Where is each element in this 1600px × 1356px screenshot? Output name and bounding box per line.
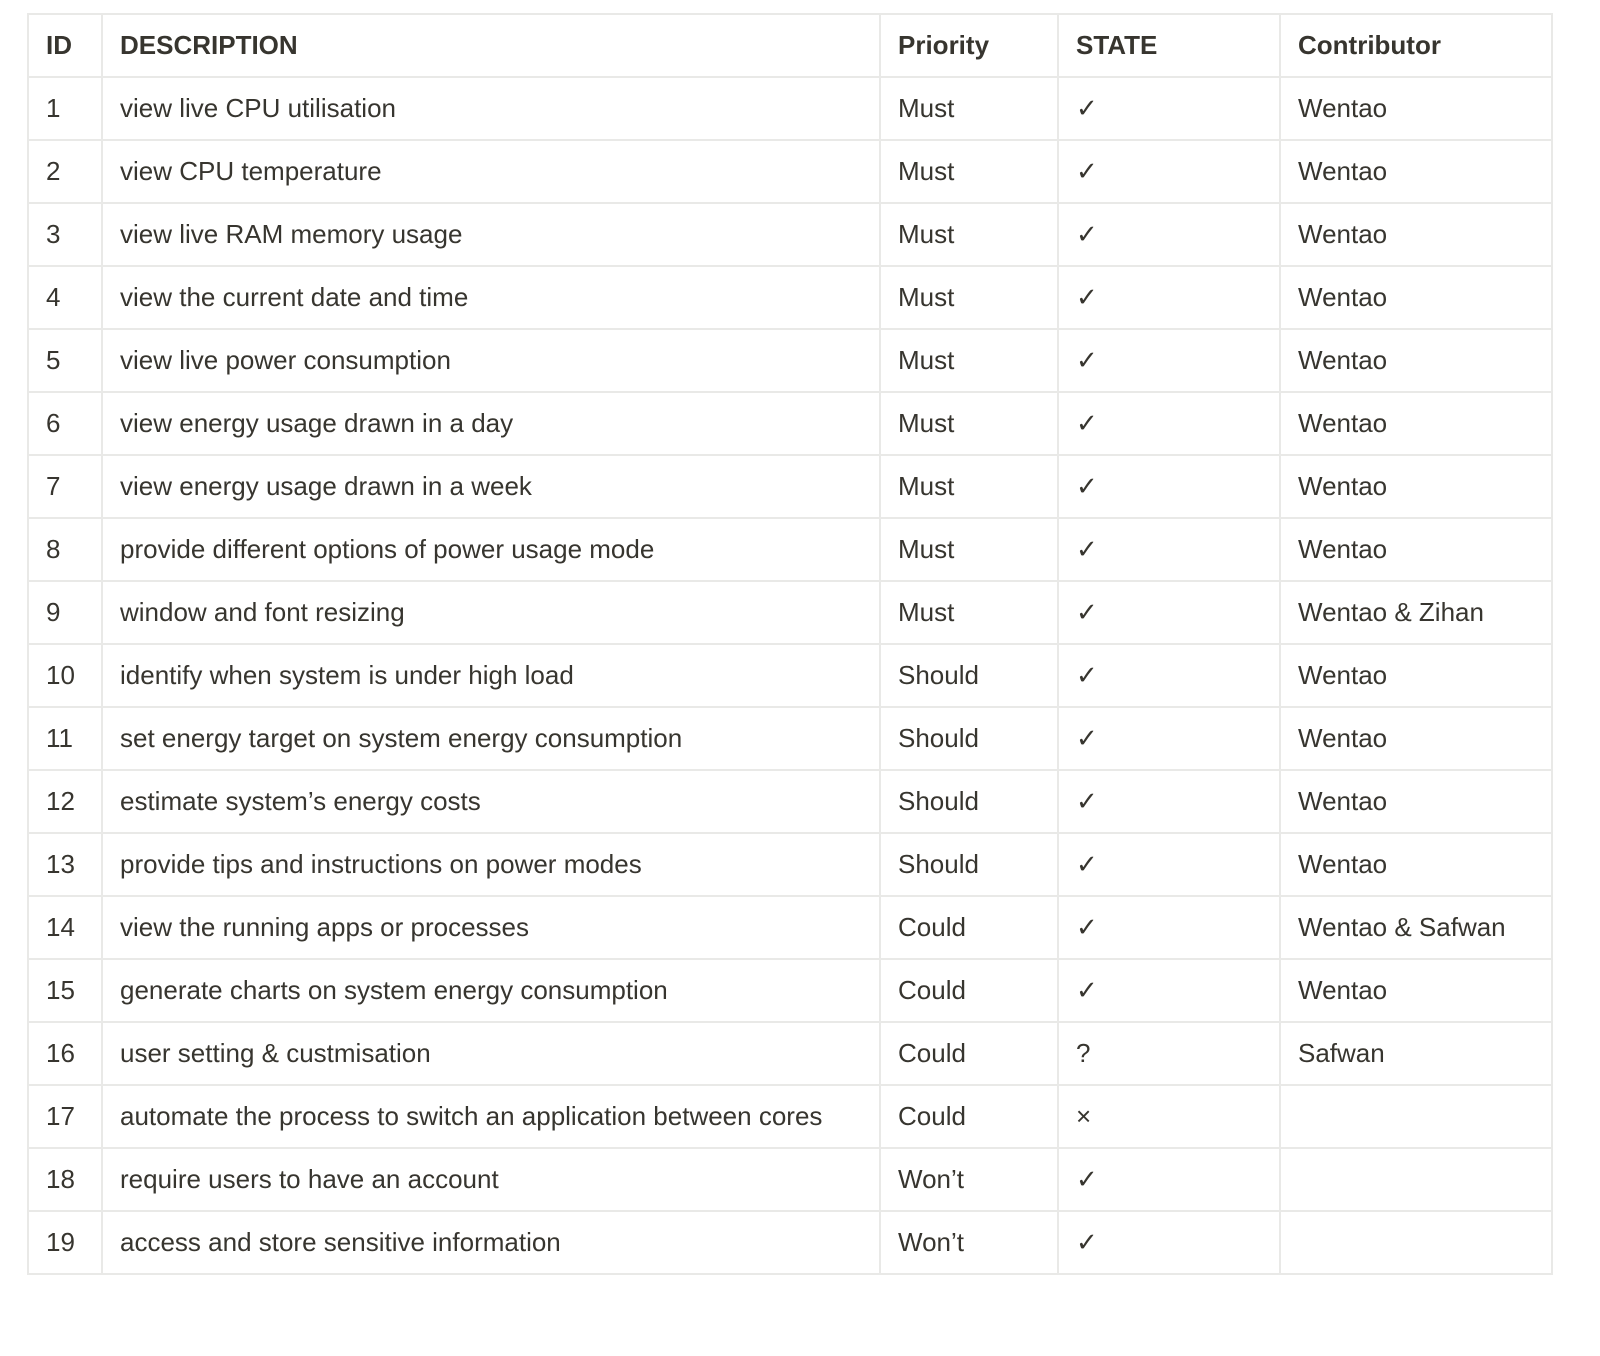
cell-contributor: Wentao (1280, 644, 1552, 707)
cell-description: access and store sensitive information (102, 1211, 880, 1274)
cell-description: generate charts on system energy consumption (102, 959, 880, 1022)
table-row (28, 1211, 1552, 1274)
cell-contributor: Wentao (1280, 140, 1552, 203)
table-row (28, 833, 1552, 896)
cell-priority: Won’t (880, 1148, 1058, 1211)
cell-id: 10 (28, 644, 102, 707)
cell-contributor: Wentao (1280, 392, 1552, 455)
cell-priority: Could (880, 1085, 1058, 1148)
cell-id: 1 (28, 77, 102, 140)
cell-description: require users to have an account (102, 1148, 880, 1211)
cell-contributor: Wentao (1280, 329, 1552, 392)
cell-priority: Won’t (880, 1211, 1058, 1274)
cell-contributor: Wentao & Zihan (1280, 581, 1552, 644)
cell-description: view energy usage drawn in a week (102, 455, 880, 518)
cell-description: view CPU temperature (102, 140, 880, 203)
cell-id: 4 (28, 266, 102, 329)
cell-state: ✓ (1058, 959, 1280, 1022)
cell-description: set energy target on system energy consumption (102, 707, 880, 770)
cell-id: 11 (28, 707, 102, 770)
cell-priority: Should (880, 644, 1058, 707)
table-row (28, 329, 1552, 392)
table-row (28, 140, 1552, 203)
cell-description: view the running apps or processes (102, 896, 880, 959)
cell-state: ✓ (1058, 77, 1280, 140)
table-row (28, 959, 1552, 1022)
cell-state: ✓ (1058, 1148, 1280, 1211)
cell-id: 7 (28, 455, 102, 518)
cell-contributor: Wentao (1280, 770, 1552, 833)
cell-state: ✓ (1058, 455, 1280, 518)
table-row (28, 266, 1552, 329)
cell-id: 19 (28, 1211, 102, 1274)
cell-description: identify when system is under high load (102, 644, 880, 707)
table-row (28, 203, 1552, 266)
cell-id: 5 (28, 329, 102, 392)
cell-contributor: Safwan (1280, 1022, 1552, 1085)
cell-description: provide tips and instructions on power modes (102, 833, 880, 896)
header-contributor: Contributor (1280, 14, 1552, 77)
cell-description: view live power consumption (102, 329, 880, 392)
cell-description: window and font resizing (102, 581, 880, 644)
cell-state: ✓ (1058, 644, 1280, 707)
table-row (28, 518, 1552, 581)
cell-priority: Must (880, 77, 1058, 140)
cell-priority: Must (880, 203, 1058, 266)
cell-state: ✓ (1058, 518, 1280, 581)
cell-description: view energy usage drawn in a day (102, 392, 880, 455)
cell-id: 13 (28, 833, 102, 896)
cell-state: ✓ (1058, 581, 1280, 644)
cell-state: ✓ (1058, 707, 1280, 770)
cell-id: 9 (28, 581, 102, 644)
cell-priority: Should (880, 833, 1058, 896)
cell-state: × (1058, 1085, 1280, 1148)
table-row (28, 581, 1552, 644)
cell-id: 14 (28, 896, 102, 959)
table-row (28, 1085, 1552, 1148)
header-state: STATE (1058, 14, 1280, 77)
cell-id: 12 (28, 770, 102, 833)
table-row (28, 392, 1552, 455)
cell-state: ✓ (1058, 1211, 1280, 1274)
cell-id: 3 (28, 203, 102, 266)
cell-id: 6 (28, 392, 102, 455)
cell-priority: Must (880, 455, 1058, 518)
cell-priority: Could (880, 1022, 1058, 1085)
cell-priority: Should (880, 770, 1058, 833)
table-row (28, 1022, 1552, 1085)
table-row (28, 455, 1552, 518)
cell-priority: Must (880, 518, 1058, 581)
cell-id: 8 (28, 518, 102, 581)
cell-priority: Must (880, 140, 1058, 203)
cell-contributor (1280, 1211, 1552, 1274)
cell-priority: Could (880, 896, 1058, 959)
cell-contributor (1280, 1148, 1552, 1211)
cell-contributor: Wentao (1280, 455, 1552, 518)
cell-priority: Must (880, 266, 1058, 329)
cell-id: 15 (28, 959, 102, 1022)
cell-state: ✓ (1058, 833, 1280, 896)
header-description: DESCRIPTION (102, 14, 880, 77)
requirements-table (27, 13, 1553, 1275)
cell-priority: Should (880, 707, 1058, 770)
cell-contributor: Wentao (1280, 77, 1552, 140)
cell-description: view live RAM memory usage (102, 203, 880, 266)
requirements-table-container (27, 13, 1551, 1275)
cell-description: automate the process to switch an application between cores (102, 1085, 880, 1148)
cell-description: provide different options of power usage mode (102, 518, 880, 581)
cell-id: 16 (28, 1022, 102, 1085)
header-id: ID (28, 14, 102, 77)
cell-description: view the current date and time (102, 266, 880, 329)
cell-contributor: Wentao (1280, 266, 1552, 329)
cell-contributor: Wentao (1280, 833, 1552, 896)
cell-contributor: Wentao (1280, 707, 1552, 770)
cell-state: ? (1058, 1022, 1280, 1085)
table-row (28, 707, 1552, 770)
table-row (28, 1148, 1552, 1211)
cell-id: 2 (28, 140, 102, 203)
header-priority: Priority (880, 14, 1058, 77)
cell-state: ✓ (1058, 140, 1280, 203)
cell-priority: Must (880, 392, 1058, 455)
cell-description: user setting & custmisation (102, 1022, 880, 1085)
cell-description: estimate system’s energy costs (102, 770, 880, 833)
cell-contributor: Wentao (1280, 518, 1552, 581)
cell-state: ✓ (1058, 266, 1280, 329)
cell-contributor: Wentao (1280, 959, 1552, 1022)
cell-priority: Could (880, 959, 1058, 1022)
cell-id: 18 (28, 1148, 102, 1211)
cell-contributor (1280, 1085, 1552, 1148)
cell-priority: Must (880, 581, 1058, 644)
table-header-row (28, 14, 1552, 77)
cell-state: ✓ (1058, 329, 1280, 392)
table-row (28, 896, 1552, 959)
table-row (28, 77, 1552, 140)
cell-state: ✓ (1058, 896, 1280, 959)
cell-contributor: Wentao & Safwan (1280, 896, 1552, 959)
cell-priority: Must (880, 329, 1058, 392)
cell-id: 17 (28, 1085, 102, 1148)
table-row (28, 644, 1552, 707)
cell-state: ✓ (1058, 770, 1280, 833)
cell-contributor: Wentao (1280, 203, 1552, 266)
table-body (28, 77, 1552, 1274)
cell-state: ✓ (1058, 203, 1280, 266)
cell-state: ✓ (1058, 392, 1280, 455)
table-row (28, 770, 1552, 833)
cell-description: view live CPU utilisation (102, 77, 880, 140)
